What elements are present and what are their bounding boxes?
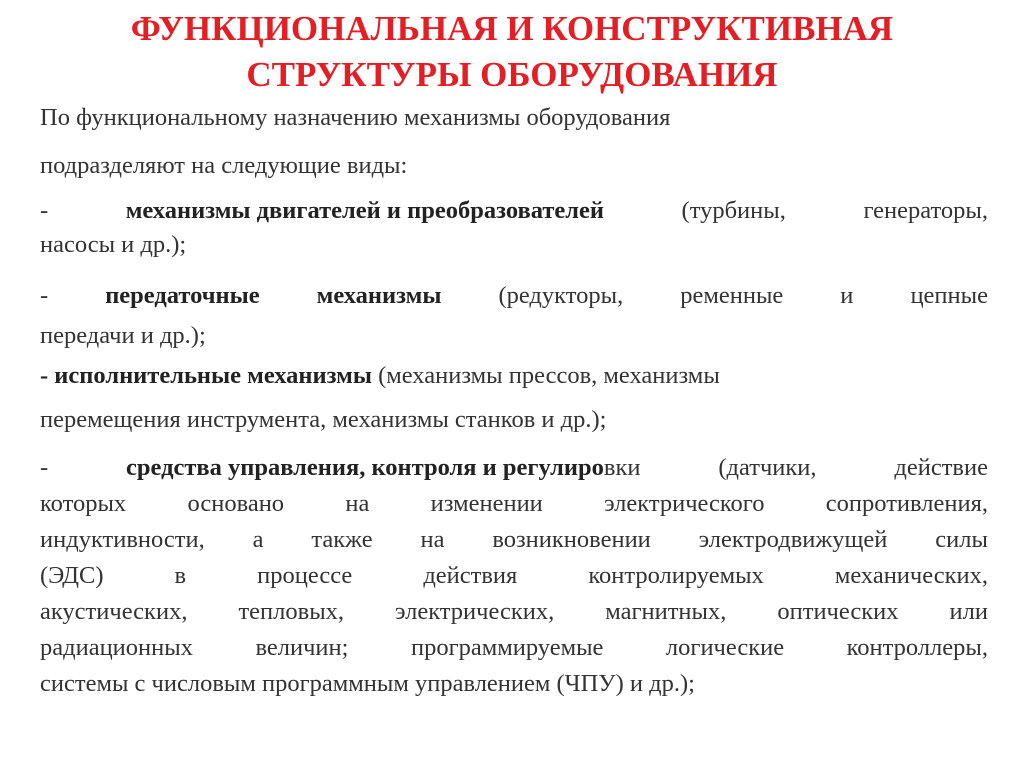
word: на [345, 490, 370, 517]
word: индуктивности, [40, 526, 205, 553]
word: акустических, [40, 598, 188, 625]
word: (турбины, [681, 197, 786, 224]
word: величин; [255, 634, 349, 661]
list-item-executive-term: - исполнительные механизмы [40, 362, 372, 389]
word: (датчики, [718, 454, 817, 481]
control-term-wrap [126, 450, 640, 486]
text-row [40, 522, 988, 558]
list-item-executive-desc: (механизмы прессов, механизмы [371, 362, 720, 389]
slide-title-line-1: ФУНКЦИОНАЛЬНАЯ И КОНСТРУКТИВНАЯ [130, 9, 894, 48]
text-row [40, 558, 988, 594]
word: контроллеры, [846, 634, 988, 661]
text-row [40, 194, 988, 228]
bold-term: средства управления, контроля и регулиро [126, 454, 604, 481]
text-row [40, 666, 988, 702]
word: цепные [910, 282, 988, 309]
word: на [420, 526, 445, 553]
intro-line-2: подразделяют на следующие виды: [40, 152, 408, 179]
word: основано [187, 490, 285, 517]
word: также [311, 526, 373, 553]
intro-line-1: По функциональному назначению механизмы оборудования [40, 104, 671, 131]
text-row [40, 228, 988, 262]
word: сопротивления, [825, 490, 988, 517]
word: насосы и др.); [40, 231, 187, 258]
word: вки [603, 454, 641, 481]
word: процессе [257, 562, 353, 589]
text-row [40, 594, 988, 630]
word: электрического [604, 490, 765, 517]
list-item-executive-line-1 [40, 360, 720, 392]
word: действия [423, 562, 518, 589]
text-row [40, 316, 988, 356]
text-row [40, 276, 988, 316]
list-item-executive-line-2: перемещения инструмента, механизмы станков и др.); [40, 406, 607, 433]
word: тепловых, [238, 598, 345, 625]
bold-term: механизмы [316, 282, 442, 309]
word: возникновении [492, 526, 651, 553]
word: а [252, 526, 264, 553]
word: и [840, 282, 854, 309]
word: или [949, 598, 988, 625]
word: передачи и др.); [40, 322, 206, 349]
word: - [40, 454, 49, 481]
word: которых [40, 490, 127, 517]
word: - [40, 197, 49, 224]
text-row [40, 450, 988, 486]
word: электродвижущей [698, 526, 888, 553]
word: изменении [430, 490, 543, 517]
word: логические [665, 634, 785, 661]
word: оптических [777, 598, 899, 625]
word: программируемые [410, 634, 604, 661]
word: в [174, 562, 187, 589]
word: силы [935, 526, 988, 553]
word: действие [894, 454, 988, 481]
text-row [40, 630, 988, 666]
word: электрических, [395, 598, 555, 625]
word: радиационных [40, 634, 193, 661]
list-item-transmission [40, 276, 988, 356]
list-item-engines [40, 194, 988, 262]
word: механических, [834, 562, 988, 589]
list-item-control [40, 450, 988, 702]
slide-title [0, 6, 1024, 98]
word: системы с числовым программным управлением (ЧПУ) и др.); [40, 670, 695, 697]
word: ременные [680, 282, 784, 309]
word: контролируемых [588, 562, 764, 589]
slide-title-line-2: СТРУКТУРЫ ОБОРУДОВАНИЯ [246, 55, 778, 94]
word: - [40, 282, 49, 309]
word: генераторы, [863, 197, 988, 224]
word: магнитных, [605, 598, 727, 625]
bold-term: механизмы двигателей и преобразователей [125, 197, 604, 224]
text-row [40, 486, 988, 522]
word: (редукторы, [498, 282, 624, 309]
bold-term: передаточные [105, 282, 260, 309]
word: (ЭДС) [40, 562, 104, 589]
